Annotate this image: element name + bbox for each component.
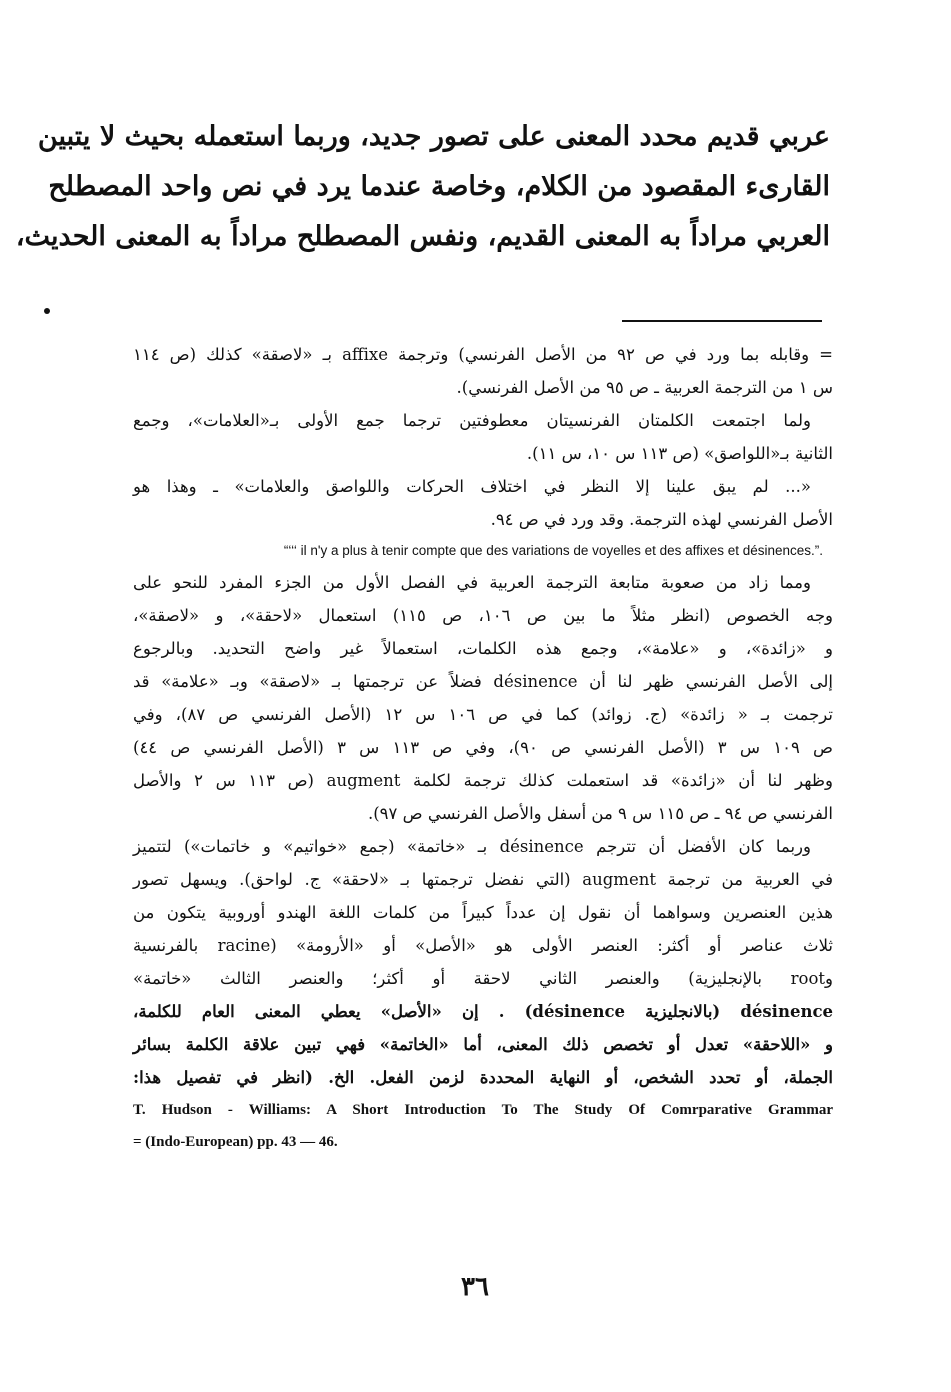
- footnote-line: ولما اجتمعت الكلمتان الفرنسيتان معطوفتين ترجما جمع الأولى بـ«العلامات»، وجمع: [133, 411, 811, 430]
- paragraph-line: و «زائدة»، و «علامة»، وجمع هذه الكلمات، استعمالاً غير واضح التحديد. وبالرجوع: [133, 639, 833, 658]
- stray-dot-mark: [44, 308, 50, 314]
- main-text-block: [15, 112, 830, 262]
- paragraph-line: وربما كان الأفضل أن تترجم désinence بـ «خاتمة» (جمع «خواتيم» و خاتمات») لتتميز: [133, 837, 811, 856]
- paragraph-line: désinence (بالانجليزية désinence) . إن «الأصل» يعطي المعنى العام للكلمة،: [133, 1002, 833, 1021]
- paragraph-line: في العربية من ترجمة augment (التي نفضل ترجمتها بـ «لاحقة» ج. لواحق). ويسهل تصور: [133, 870, 833, 889]
- main-text-line: عربي قديم محدد المعنى على تصور جديد، وربما استعمله بحيث لا يتبين: [37, 121, 830, 152]
- paragraph-line: ومما زاد من صعوبة متابعة الترجمة العربية في الفصل الأول من الجزء المفرد للنحو على: [133, 573, 811, 592]
- paragraph-line: هذين العنصرين وسواهما أن نقول إن عدداً كبيراً من كلمات اللغة الهندو أوروبية يتكون من: [133, 903, 833, 922]
- paragraph-line: و «اللاحقة» تعدل أو تخصص ذلك المعنى، أما «الخاتمة» فهي تبين علاقة الكلمة بسائر: [133, 1035, 833, 1054]
- main-text-line: العربي مراداً به المعنى القديم، ونفس المصطلح مراداً به المعنى الحديث،: [15, 221, 830, 252]
- footnote-line: الثانية بـ«اللواصق» (ص ١١٣ س ١٠، س ١١).: [526, 444, 833, 463]
- main-text-line: القارىء المقصود من الكلام، وخاصة عندما يرد في نص واحد المصطلح: [48, 171, 830, 202]
- paragraph-line: ثلاث عناصر أو أكثر: العنصر الأولى هو «الأصل» أو «الأرومة» (racine بالفرنسية: [133, 936, 834, 955]
- paragraph-line: وظهر لنا أن «زائدة» قد استعملت كذلك ترجمة لكلمة augment (ص ١١٣ س ٢ والأصل: [133, 771, 833, 790]
- paragraph-line: وجه الخصوص (انظر مثلاً ما بين ص ١٠٦، ص ١١٥) استعمال «لاحقة»، و «لاصقة»،: [133, 606, 833, 625]
- paragraph-line: إلى الأصل الفرنسي ظهر لنا أن désinence فضلاً عن ترجمتها بـ «لاصقة» وبـ «علامة» قد: [133, 672, 833, 691]
- paragraph-line: ص ١٠٩ س ٣ (الأصل الفرنسي ص ٩٠)، وفي ص ١١٣ س ٣ (الأصل الفرنسي ص ٤٤): [133, 738, 833, 757]
- footnote-line: = وقابله بما ورد في ص ٩٢ من الأصل الفرنسي) وترجمة affixe بـ «لاصقة» كذلك (ص ١١٤: [133, 345, 834, 364]
- english-reference-line: T. Hudson - Williams: A Short Introduction To The Study Of Comrparative Grammar: [133, 1102, 833, 1118]
- paragraph-line: وroot بالإنجليزية) والعنصر الثاني لاحقة أو أكثر؛ والعنصر الثالث «خاتمة»: [133, 969, 833, 988]
- french-quotation: “‘‘‘ il n'y a plus à tenir compte que des variations de voyelles et des affixes et désinences.”.: [283, 543, 823, 558]
- paragraph-line: ترجمت بـ « زائدة» (ج. زوائد) كما في ص ١٠٦ س ١٢ (الأصل الفرنسي ص ٨٧)، وفي: [133, 705, 833, 724]
- footnote-line: س ١ من الترجمة العربية ـ ص ٩٥ من الأصل الفرنسي).: [456, 378, 833, 397]
- footnote-line: الأصل الفرنسي لهذه الترجمة. وقد ورد في ص ٩٤.: [490, 510, 833, 529]
- page-number: ٣٦: [461, 1272, 489, 1302]
- footnotes-block: [133, 338, 833, 1158]
- paragraph-line: الجملة، أو تحدد الشخص، أو النهاية المحددة لزمن الفعل. الخ. (انظر في تفصيل هذا:: [133, 1068, 833, 1087]
- english-reference-line: = (Indo-European) pp. 43 — 46.: [133, 1134, 338, 1150]
- footnote-separator-rule: [622, 320, 822, 322]
- footnote-line: «... لم يبق علينا إلا النظر في اختلاف الحركات واللواصق والعلامات» ـ وهذا هو: [133, 477, 811, 496]
- paragraph-line: الفرنسي ص ٩٤ ـ ص ١١٥ س ٩ من أسفل والأصل الفرنسي ص ٩٧).: [367, 804, 833, 823]
